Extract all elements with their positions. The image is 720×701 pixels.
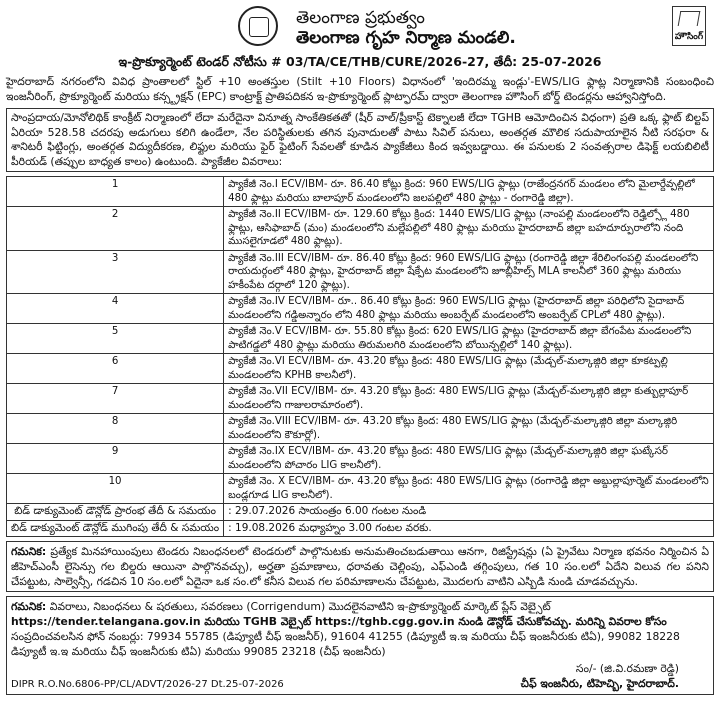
- package-description: ప్యాకేజీ నెం.IX ECV/IBM- రూ. 43.20 కోట్లు క్రింద: 480 EWS/LIG ఫ్లాట్లు (మేడ్చల్-మల్కాజ్గిరి జిల్లా ఘట్కేసర్ మండలంలోని పోచారం LIG కాలనీలో).: [224, 444, 714, 474]
- dipr-reference: DIPR R.O.No.6806-PP/CL/ADVT/2026-27 Dt.25-07-2026: [11, 679, 284, 690]
- note-text: ప్రత్యేక మినహాయింపులు టెండరు నిబంధనలలో టెండరులో పాల్గొనుటకు అనుమతించబడుతాయి ఆనగా, రిజిస్ట్రేషన్లు (ఏ ప్రైవేటు నిర్మాణ భవనం నిర్మించిన ఏ జీహెచ్ఎంసీ లైసెన్సు గల బిల్డరు ఆయినా పాల్గొనవచ్చు), అర్హతా ప్రమాణాలు, ధరావతు చెల్లింపు, ఎఫ్ఎండి తగ్గింపులు, గత 10 సం.లలో ఏదేని విలువ గల పనిని చేపట్టుట, సాల్వెన్సీ, గడచిన 10 సం.లలో ఏదైనా ఒక సం.లో కనీస విలువ గల పరిమాణాలను చేపట్టుట, మొదలగు వాటిని ఎస్బిడి నుండి చూడవచ్చును.: [11, 545, 709, 588]
- package-number: 10: [7, 474, 224, 504]
- signatory-name: సం/- (జి.వి.రమణా రెడ్డి): [575, 662, 679, 675]
- websites-line: https://tender.telangana.gov.in మరియు TGHB వెబ్సైట్ https://tghb.cgg.gov.in నుండి డౌన్లోడ్ చేసుకోవచ్చు. మరిన్ని వివరాల కోసం: [11, 615, 667, 628]
- package-number: 8: [7, 414, 224, 444]
- schedule-row: [7, 504, 714, 521]
- technology-paragraph: సాంప్రదాయ/మోనోలిథిక్ కాంక్రీట్ నిర్మాణంలో లేదా మరేదైనా వినూత్న సాంకేతికతతో (షీర్ వాల్/ప్రీకాస్ట్ టెక్నాలజీ లేదా TGHB ఆమోదించిన విధంగా) ప్రతి ఒక్క ఫ్లాట్ బిల్టప్ ఏరియా 528.58 చదరపు అడుగులు కలిగి ఉండేలా, నేల పరిస్థితులకు తగిన పునాదులతో పాటు సివిల్ పనులు, అంతర్గత మౌలిక సదుపాయాలైన నీటి సరఫరా & శానిటరీ ఫిట్టింగ్లు, అంతర్గత విద్యుదీకరణ, లిఫ్టుల మరియు ఫైర్ ఫైటింగ్ సేవలతో కూడిన ప్యాకేజీలు కింద ఇవ్వబడ్డాయి. ఈ పనులకు 2 సంవత్సరాల డిఫెక్ట్ లయబిలిటీ పీరియడ్ (తప్పుల బాధ్యత కాలం) ఉంటుంది. ప్యాకేజీల వివరాలు:: [6, 108, 714, 172]
- package-number: 9: [7, 444, 224, 474]
- signature-block: [521, 661, 679, 691]
- org-title: తెలంగాణ గృహ నిర్మాణ మండలి.: [296, 28, 516, 48]
- header: [6, 4, 714, 52]
- packages-table: [6, 176, 714, 537]
- package-row: [7, 177, 714, 207]
- package-row: [7, 444, 714, 474]
- package-row: [7, 474, 714, 504]
- notice-number: ఇ-ప్రొక్యూర్మెంట్ టెండర్ నోటీసు # 03/TA/CE/THB/CURE/2026-27, తేదీ: 25-07-2026: [118, 54, 602, 69]
- package-row: [7, 414, 714, 444]
- package-row: [7, 384, 714, 414]
- note-contacts: [6, 596, 714, 695]
- package-description: ప్యాకేజీ నెం.VIII ECV/IBM- రూ. 43.20 కోట్లు క్రింద: 480 EWS/LIG ఫ్లాట్లు (మేడ్చల్-మల్కాజ్గిరి జిల్లా మల్కాజ్గిరి మండలంలోని కౌకూర్లో).: [224, 414, 714, 444]
- package-row: [7, 324, 714, 354]
- package-number: 3: [7, 250, 224, 294]
- note-exemptions: [6, 541, 714, 592]
- package-number: 4: [7, 294, 224, 324]
- schedule-value: : 29.07.2026 సాయంత్రం 6.00 గంటల నుండి: [224, 504, 714, 521]
- schedule-row: [7, 520, 714, 537]
- package-description: ప్యాకేజీ నెం.VII ECV/IBM- రూ. 43.20 కోట్లు క్రింద: 480 EWS/LIG ఫ్లాట్లు (మేడ్చల్-మల్కాజ్గిరి జిల్లా కుత్బుల్లాపూర్ మండలంలోని గాజులరామారంలో).: [224, 384, 714, 414]
- package-number: 5: [7, 324, 224, 354]
- package-description: ప్యాకేజీ నెం.III ECV/IBM- రూ. 86.40 కోట్లు క్రింద: 960 EWS/LIG ఫ్లాట్లు (రంగారెడ్డి జిల్లా శేరిలింగంపల్లి మండలంలోని రాయదుర్గంలో 480 ఫ్లాట్లు, హైదరాబాద్ జిల్లా షేక్పేట మండలంలోని జూబ్లీహిల్స్ MLA కాలనీలో 360 ఫ్లాట్లు మరియు హకీంపేట దర్గాలో 120 ఫ్లాట్లు).: [224, 250, 714, 294]
- package-description: ప్యాకేజీ నెం. X ECV/IBM- రూ. 43.20 కోట్లు క్రింద: 480 EWS/LIG ఫ్లాట్లు (రంగారెడ్డి జిల్లా అబ్దుల్లాపూర్మెట్ మండలంలోని బండ్లగూడ LIG కాలనీలో).: [224, 474, 714, 504]
- schedule-value: : 19.08.2026 మధ్యాహ్నం 3.00 గంటల వరకు.: [224, 520, 714, 537]
- note-head: గమనిక:: [11, 600, 47, 613]
- package-row: [7, 354, 714, 384]
- note-head: గమనిక:: [11, 545, 47, 558]
- package-row: [7, 207, 714, 251]
- package-number: 1: [7, 177, 224, 207]
- schedule-label: బిడ్ డాక్యుమెంట్ డౌన్లోడ్ ప్రారంభ తేదీ & సమయం: [7, 504, 224, 521]
- schedule-label: బిడ్ డాక్యుమెంట్ డౌన్లోడ్ ముగింపు తేదీ & సమయం: [7, 520, 224, 537]
- package-number: 6: [7, 354, 224, 384]
- package-number: 7: [7, 384, 224, 414]
- package-description: ప్యాకేజీ నెం.II ECV/IBM- రూ. 129.60 కోట్లు క్రింద: 1440 EWS/LIG ఫ్లాట్లు (నాంపల్లి మండలంలోని రెడ్హిల్స్లో 480 ఫ్లాట్లు, ఆసిఫాబాద్ (మం) మండలంలోని మల్లేపల్లిలో 480 ఫ్లాట్లు మరియు హైదరాబాద్ జిల్లా బహదూర్పురాలోని నంది ముసలైగూడలో 480 ఫ్లాట్లు).: [224, 207, 714, 251]
- package-description: ప్యాకేజీ నెం.VI ECV/IBM- రూ. 43.20 కోట్లు క్రింద: 480 EWS/LIG ఫ్లాట్లు (మేడ్చల్-మల్కాజ్గిరి జిల్లా కూకట్పల్లి మండలంలోని KPHB కాలనీలో).: [224, 354, 714, 384]
- footer: [11, 661, 709, 692]
- package-number: 2: [7, 207, 224, 251]
- package-description: ప్యాకేజీ నెం.IV ECV/IBM- రూ.. 86.40 కోట్లు క్రింద: 960 EWS/LIG ఫ్లాట్లు (హైదరాబాద్ జిల్లా పరిధిలోని సైదాబాద్ మండలంలోని గడ్డిఅన్నారం లోని 480 ఫ్లాట్లు మరియు అంబర్పేట్ మండలంలోని అంబర్పేట్ CPLలో 480 ఫ్లాట్లు).: [224, 294, 714, 324]
- govt-emblem-icon: [238, 6, 278, 46]
- phone-line: సంప్రదించవలసిన ఫోన్ నంబర్లు: 79934 55785 (డిప్యూటీ చీఫ్ ఇంజనీర్), 91604 41255 (డిప్యూటీ ఇ.ఇ మరియు చీఫ్ ఇంజనీరుకు టిఏ), 99082 18228: [11, 630, 680, 643]
- package-row: [7, 294, 714, 324]
- package-row: [7, 250, 714, 294]
- package-description: ప్యాకేజీ నెం.V ECV/IBM- రూ. 55.80 కోట్లు క్రింద: 620 EWS/LIG ఫ్లాట్లు (హైదరాబాద్ జిల్లా బేగంపేట మండలంలోని పాటిగడ్డలో 480 ఫ్లాట్లు మరియు తిరుమలగిరి మండలంలోని బోయిన్పల్లిలో 140 ఫ్లాట్లు).: [224, 324, 714, 354]
- note-line-1: వివరాలు, నిబంధనలు & షరతులు, సవరణలు (Corrigendum) మొదలైనవాటిని ఇ-ప్రొక్యూర్మెంట్ మార్కెట్ ప్లేస్ వెబ్సైట్: [49, 600, 551, 613]
- package-description: ప్యాకేజీ నెం.I ECV/IBM- రూ. 86.40 కోట్లు క్రింద: 960 EWS/LIG ఫ్లాట్లు (రాజేంద్రనగర్ మండలం లోని మైలార్దేవ్పల్లిలో 480 ఫ్లాట్లు మరియు బాలాపూర్ మండలంలోని జలపల్లిలో 480 ఫ్లాట్లు - రంగారెడ్డి జిల్లా).: [224, 177, 714, 207]
- signatory-title: చీఫ్ ఇంజనీరు, టిహెచ్బి, హైదరాబాద్.: [520, 677, 679, 690]
- govt-title: తెలంగాణ ప్రభుత్వం: [296, 8, 425, 28]
- phone-line-2: డిప్యూటీ ఇ.ఇ మరియు చీఫ్ ఇంజనీరుకు టిఏ) మరియు 99085 23218 (చీఫ్ ఇంజనీరు): [11, 645, 386, 658]
- housing-board-logo-icon: హౌసింగ్: [672, 6, 706, 46]
- intro-paragraph: హైదరాబాద్ నగరంలోని వివిధ ప్రాంతాలలో స్టిల్ +10 అంతస్తుల (Stilt +10 Floors) విధానంలో 'ఇందిరమ్మ ఇండ్లు'-EWS/LIG ఫ్లాట్ల నిర్మాణానికి సంబంధించి ఇంజనీరింగ్, ప్రొక్యూర్మెంట్ మరియు కన్స్ట్రక్షన్ (EPC) కాంట్రాక్ట్ ప్రాతిపదికన ఇ-ప్రొక్యూర్మెంట్ ప్లాట్ఫారమ్ ద్వారా తెలంగాణ హౌసింగ్ బోర్డ్ టెండర్లను ఆహ్వానిస్తోంది.: [6, 75, 714, 103]
